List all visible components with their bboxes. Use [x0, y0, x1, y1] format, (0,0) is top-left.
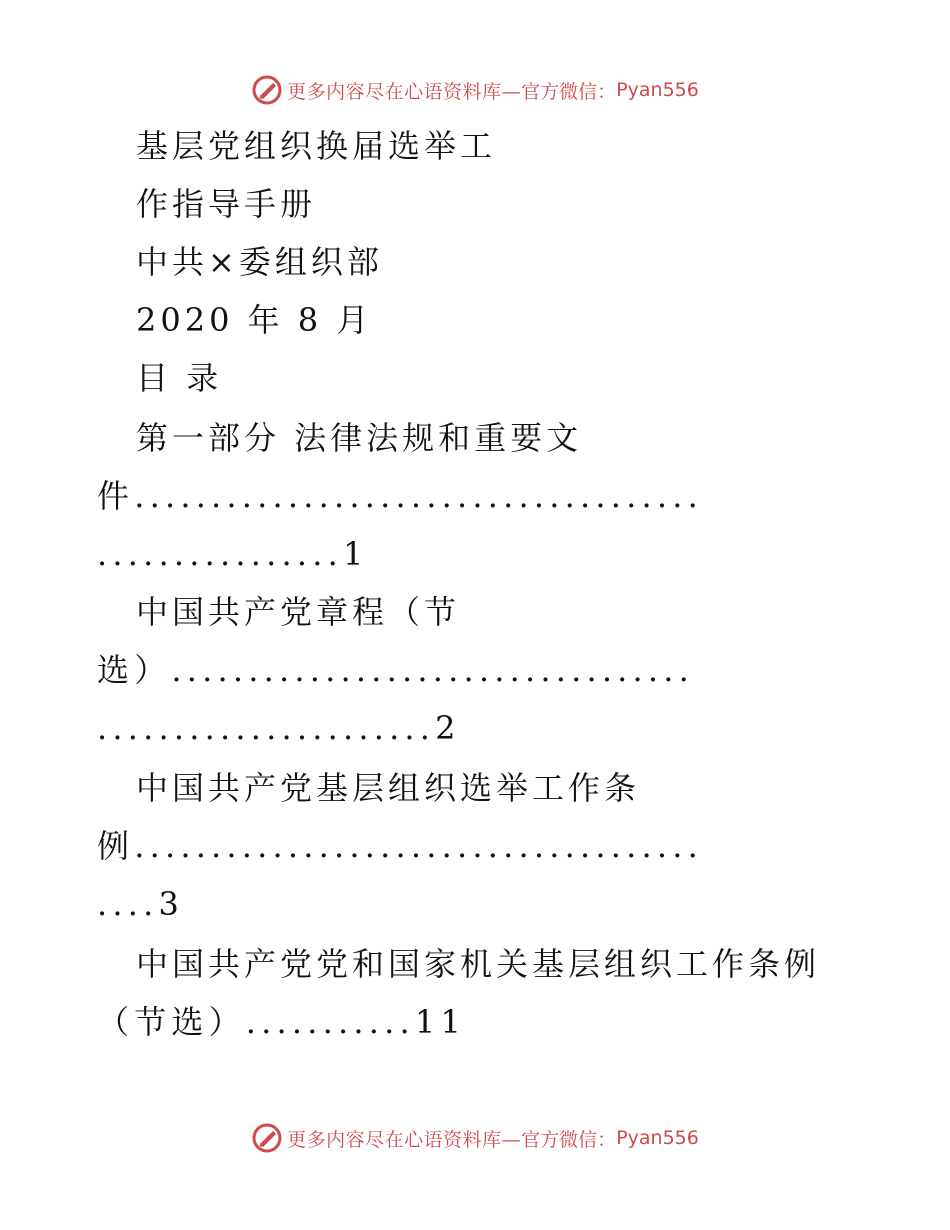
brush-logo-icon: [251, 1122, 283, 1154]
toc-entry-1-leader[interactable]: 件.....................................: [97, 477, 703, 515]
toc-entry-1-title[interactable]: 第一部分 法律法规和重要文: [136, 419, 583, 457]
banner-site-text: 更多内容尽在心语资料库—: [287, 80, 522, 103]
banner-wechat-id: Pyan556: [616, 1127, 699, 1149]
issuing-organization: 中共×委组织部: [136, 243, 383, 281]
toc-heading: 目 录: [136, 359, 223, 397]
toc-entry-3-title[interactable]: 中国共产党基层组织选举工作条: [136, 769, 641, 807]
toc-entry-1-page[interactable]: ................1: [97, 535, 369, 573]
banner-wechat-label: 官方微信：: [521, 1128, 617, 1151]
watermark-banner-top: [0, 70, 950, 110]
banner-site-text: 更多内容尽在心语资料库—: [287, 1128, 522, 1151]
toc-entry-2-title[interactable]: 中国共产党章程（节: [136, 593, 461, 631]
toc-entry-4-page[interactable]: （节选）...........11: [97, 1003, 467, 1041]
toc-entry-2-leader[interactable]: 选）..................................: [97, 651, 695, 689]
document-title-line-2: 作指导手册: [136, 185, 317, 223]
toc-entry-2-page[interactable]: ......................2: [97, 709, 461, 747]
brush-logo-icon: [251, 74, 283, 106]
document-title-line-1: 基层党组织换届选举工: [136, 127, 497, 165]
toc-entry-3-leader[interactable]: 例.....................................: [97, 827, 703, 865]
toc-entry-4-title[interactable]: 中国共产党党和国家机关基层组织工作条例: [136, 945, 821, 983]
banner-wechat-id: Pyan556: [616, 79, 699, 101]
banner-wechat-label: 官方微信：: [521, 80, 617, 103]
publication-date: 2020 年 8 月: [136, 301, 373, 339]
toc-entry-3-page[interactable]: ....3: [97, 885, 185, 923]
watermark-banner-bottom: [0, 1118, 950, 1158]
